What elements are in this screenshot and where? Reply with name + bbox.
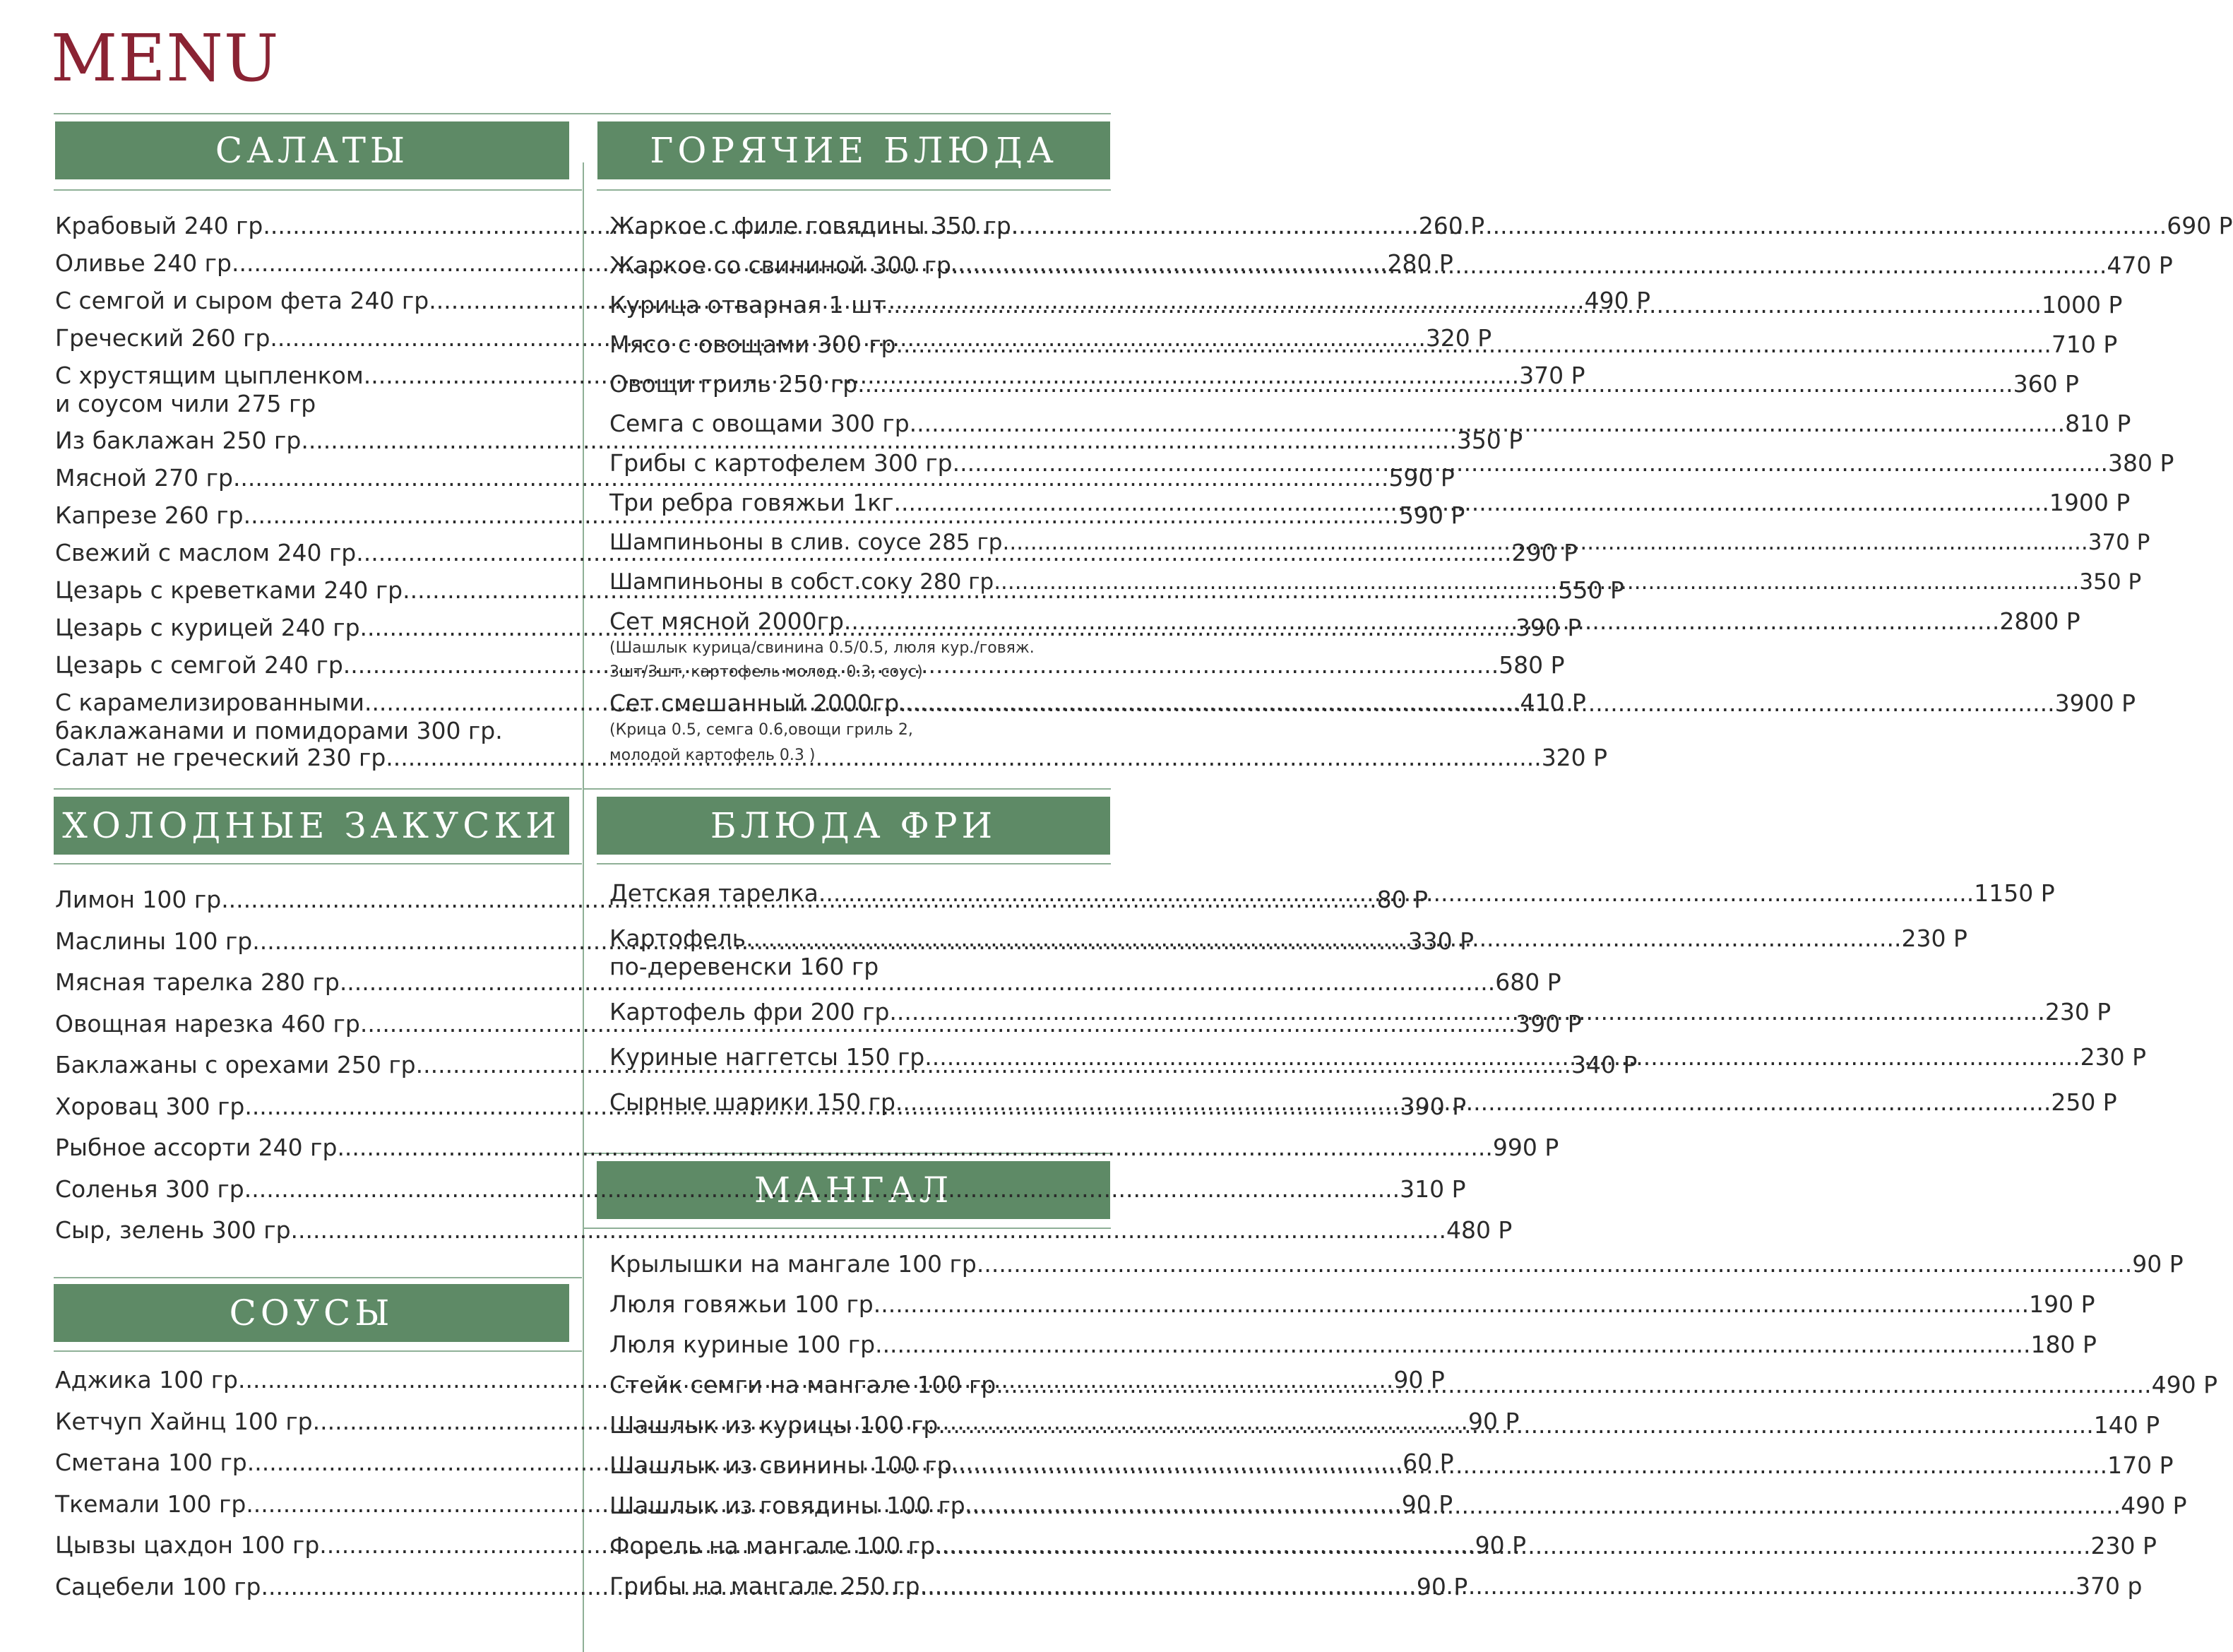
menu-item: Детская тарелка ..... 1150 Р — [609, 879, 1102, 925]
menu-item: Аджика 100 гр ..... 90 Р — [55, 1366, 547, 1408]
menu-item: Картофель фри 200 гр ..... 230 Р — [609, 998, 1102, 1043]
mangal-heading: МАНГАЛ — [597, 1161, 1110, 1219]
menu-item: Ткемали 100 гр ..... 90 Р — [55, 1490, 547, 1532]
menu-item: Сет мясной 2000гр ..... 2800 Р — [609, 607, 1102, 636]
menu-item: Семга с овощами 300 гр ..... 810 Р — [609, 410, 1102, 449]
menu-item: Картофель ..... 230 Р — [609, 925, 1102, 953]
menu-item: Рыбное ассорти 240 гр ..... 990 Р — [55, 1134, 547, 1175]
menu-item: Шашлык из свинины 100 гр ..... 170 Р — [609, 1451, 1102, 1492]
right-mid-rule — [583, 788, 1111, 790]
menu-item: Сет смешанный 2000гр ..... 3900 Р — [609, 689, 1102, 718]
menu-item-continuation: баклажанами и помидорами 300 гр. — [55, 717, 503, 744]
menu-item: Баклажаны с орехами 250 гр ..... 340 Р — [55, 1051, 547, 1093]
menu-item-note: молодой картофель 0.3 ) — [609, 747, 816, 764]
menu-item: Соленья 300 гр ..... 310 Р — [55, 1175, 547, 1217]
menu-item: Люля куриные 100 гр ..... 180 Р — [609, 1331, 1102, 1371]
menu-item: Свежий с маслом 240 гр ..... 290 Р — [55, 539, 547, 576]
menu-item: Грибы с картофелем 300 гр ..... 380 Р — [609, 449, 1102, 489]
menu-item: Курица отварная 1 шт ..... 1000 Р — [609, 291, 1102, 331]
menu-item: Греческий 260 гр ..... 320 Р — [55, 324, 547, 362]
menu-item-note: (Шашлык курица/свинина 0.5/0.5, люля кур./говяж. — [609, 639, 1035, 657]
menu-item: Сацебели 100 гр ..... 90 Р — [55, 1573, 547, 1615]
sauces-heading: СОУСЫ — [54, 1284, 569, 1342]
fries-heading: БЛЮДА ФРИ — [597, 797, 1110, 855]
menu-item: Шашлык из говядины 100 гр ..... 490 Р — [609, 1492, 1102, 1532]
menu-item: Цезарь с семгой 240 гр ..... 580 Р — [55, 651, 547, 689]
menu-title: MENU — [51, 20, 280, 96]
menu-item-note: (Крица 0.5, семга 0.6,овощи гриль 2, — [609, 721, 913, 739]
top-divider — [54, 113, 1111, 114]
menu-item: Овощная нарезка 460 гр ..... 390 Р — [55, 1010, 547, 1052]
menu-item: Куриные наггетсы 150 гр ..... 230 Р — [609, 1043, 1102, 1088]
cold-appetizers-heading: ХОЛОДНЫЕ ЗАКУСКИ — [54, 797, 569, 855]
salads-under-rule — [54, 189, 582, 191]
menu-item: Салат не греческий 230 гр ..... 320 Р — [55, 744, 547, 781]
menu-item: Цывзы цахдон 100 гр ..... 90 Р — [55, 1531, 547, 1573]
menu-item: С семгой и сыром фета 240 гр ..... 490 Р — [55, 287, 547, 324]
menu-item: Сырные шарики 150 гр ..... 250 Р — [609, 1088, 1102, 1134]
menu-item: Шампиньоны в собст.соку 280 гр ..... 350 Р — [609, 568, 1102, 607]
menu-item: Форель на мангале 100 гр ..... 230 Р — [609, 1532, 1102, 1572]
menu-item: Крылышки на мангале 100 гр ..... 90 Р — [609, 1250, 1102, 1290]
menu-item: Грибы на мангале 250 гр ..... 370 р — [609, 1572, 1102, 1612]
menu-item: Лимон 100 гр ..... 80 Р — [55, 886, 547, 927]
menu-item: Жаркое со свининой 300 гр ..... 470 Р — [609, 251, 1102, 291]
menu-item: Овощи гриль 250 гр ..... 360 Р — [609, 370, 1102, 410]
menu-item: Три ребра говяжьи 1кг ..... 1900 Р — [609, 489, 1102, 528]
menu-item: Шампиньоны в слив. соусе 285 гр ..... 370 Р — [609, 528, 1102, 568]
menu-item: Крабовый 240 гр ..... 260 Р — [55, 212, 547, 249]
menu-item: Мясо с овощами 300 гр ..... 710 Р — [609, 331, 1102, 370]
menu-item: Мясная тарелка 280 гр ..... 680 Р — [55, 968, 547, 1010]
menu-item-continuation: по-деревенски 160 гр — [609, 953, 879, 980]
sauces-under-rule — [54, 1350, 582, 1352]
menu-item: Мясной 270 гр ..... 590 Р — [55, 464, 547, 501]
cold-under-rule — [54, 863, 582, 864]
menu-item: Сыр, зелень 300 гр ..... 480 Р — [55, 1216, 547, 1258]
menu-item: С карамелизированными ..... 410 Р — [55, 689, 547, 717]
salads-heading: САЛАТЫ — [55, 121, 569, 179]
menu-item-continuation: и соусом чили 275 гр — [55, 390, 316, 417]
menu-item: Цезарь с курицей 240 гр ..... 390 Р — [55, 614, 547, 651]
menu-item: Цезарь с креветками 240 гр ..... 550 Р — [55, 576, 547, 614]
menu-item: Шашлык из курицы 100 гр ..... 140 Р — [609, 1411, 1102, 1451]
menu-item: Из баклажан 250 гр ..... 350 Р — [55, 427, 547, 464]
hot-under-rule — [597, 189, 1111, 191]
menu-item: Кетчуп Хайнц 100 гр ..... 90 Р — [55, 1408, 547, 1449]
menu-item: Хоровац 300 гр ..... 390 Р — [55, 1093, 547, 1134]
menu-item: Сметана 100 гр ..... 60 Р — [55, 1449, 547, 1490]
menu-item: Жаркое с филе говядины 350 гр ..... 690 Р — [609, 212, 1102, 251]
menu-item: Люля говяжьи 100 гр ..... 190 Р — [609, 1290, 1102, 1331]
menu-item: Капрезе 260 гр ..... 590 Р — [55, 501, 547, 539]
sauces-top-rule — [54, 1277, 582, 1278]
menu-item: Оливье 240 гр ..... 280 Р — [55, 249, 547, 287]
menu-item-note: 3шт/3шт, картофель молод. 0.3, соус) — [609, 663, 923, 681]
fries-under-rule — [597, 863, 1111, 864]
hot-dishes-heading: ГОРЯЧИЕ БЛЮДА — [597, 121, 1110, 179]
left-mid-rule — [54, 788, 582, 790]
menu-item: С хрустящим цыпленком ..... 370 Р — [55, 362, 547, 390]
menu-item: Маслины 100 гр ..... 330 Р — [55, 927, 547, 969]
menu-item: Стейк семги на мангале 100 гр ..... 490 Р — [609, 1371, 1102, 1411]
